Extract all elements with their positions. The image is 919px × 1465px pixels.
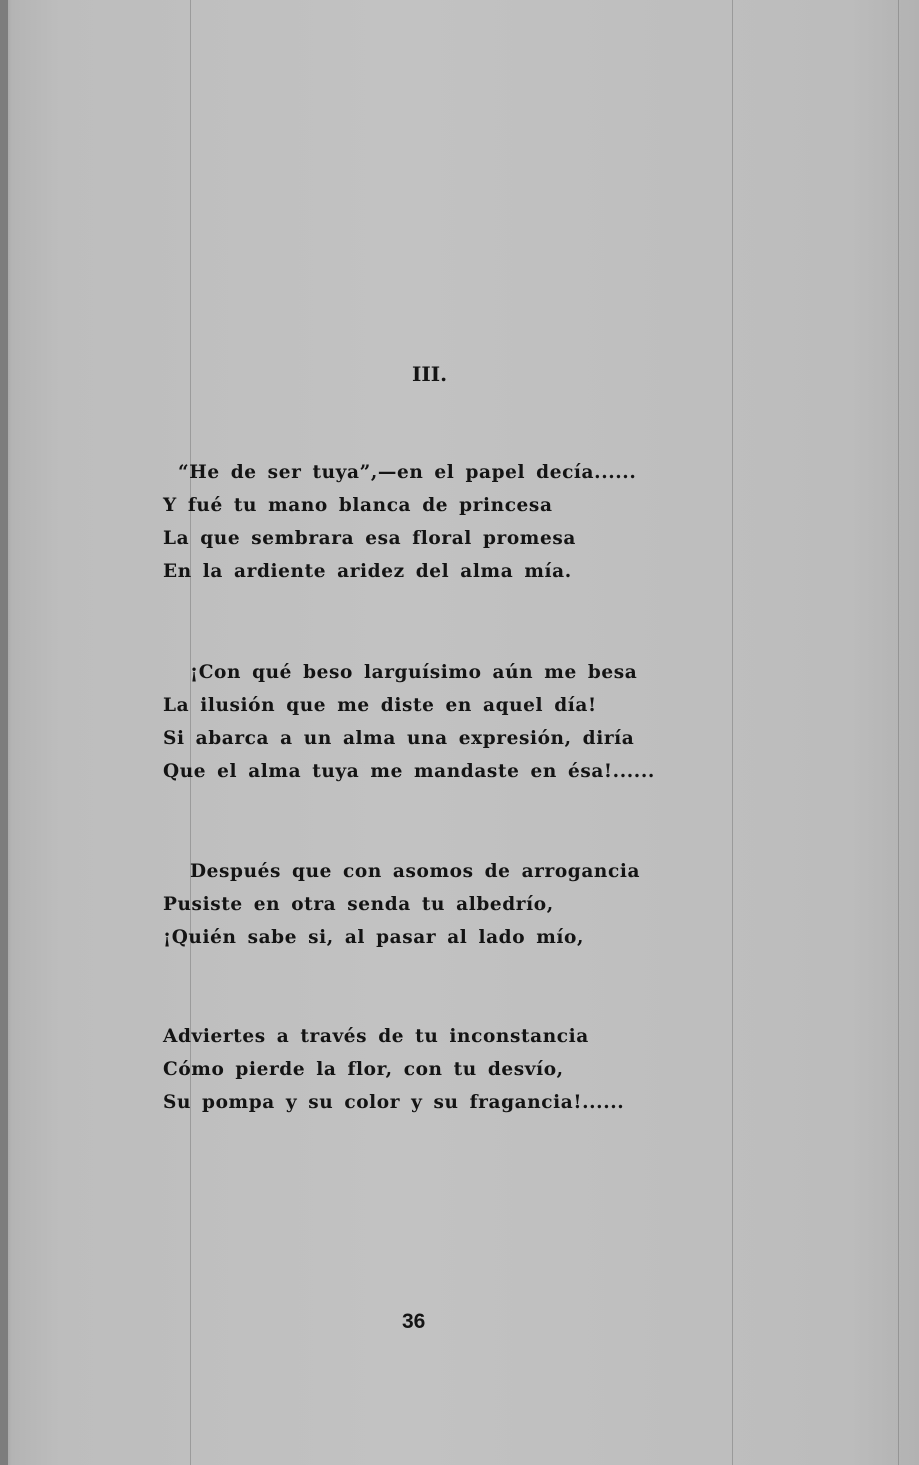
scan-line [898,0,899,1465]
verse-line: Después que con asomos de arrogancia [190,861,641,882]
verse-line: ¡Quién sabe si, al pasar al lado mío, [163,927,584,948]
verse-line: ¡Con qué beso larguísimo aún me besa [190,662,638,683]
verse-line: La ilusión que me diste en aquel día! [163,695,597,716]
scan-edge [0,0,8,1465]
verse-line: Si abarca a un alma una expresión, diría [163,728,635,749]
verse-line: Adviertes a través de tu inconstancia [163,1026,589,1047]
verse-line: Pusiste en otra senda tu albedrío, [163,894,554,915]
verse-line: En la ardiente aridez del alma mía. [163,561,572,582]
verse-line: Que el alma tuya me mandaste en ésa!...... [163,761,655,782]
verse-line: Y fué tu mano blanca de princesa [163,495,553,516]
page-number: 36 [402,1310,426,1333]
verse-line: La que sembrara esa floral promesa [163,528,576,549]
verse-line: Su pompa y su color y su fragancia!...... [163,1092,625,1113]
section-heading: III. [412,362,448,386]
verse-line: Cómo pierde la flor, con tu desvío, [163,1059,564,1080]
verse-line: “He de ser tuya”,—en el papel decía...... [178,462,637,483]
scan-line [732,0,733,1465]
